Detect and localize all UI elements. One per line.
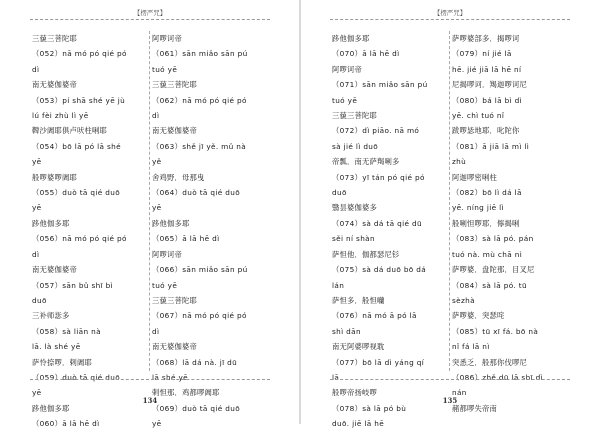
- pinyin-line: tuó nà. mù chā nì: [452, 249, 523, 259]
- pinyin-line: （063）shě jī yě. mǔ nà: [152, 141, 247, 151]
- pinyin-line: yě: [152, 157, 162, 167]
- pinyin-line: （052）nā mó pó qié pó: [32, 49, 127, 59]
- pinyin-line: （069）duò tā qié duō: [152, 403, 241, 413]
- pinyin-line: （077）bō lā dì yáng qí: [332, 357, 425, 367]
- mantra-line: 翳昙婆伽婆多: [332, 203, 377, 213]
- pinyin-line: （084）sà lā pó. tū: [452, 280, 527, 290]
- right-column-divider: [449, 31, 450, 371]
- mantra-line: 萨怛他．伽都瑟尼钐: [332, 249, 400, 259]
- pinyin-line: duō. jiē lā hē: [332, 419, 385, 429]
- pinyin-line: （064）duò tā qié duō: [152, 188, 241, 198]
- pinyin-line: （080）bá lā bì dì: [452, 95, 522, 105]
- mantra-line: 萨怜捺啰．剌阇耶: [32, 357, 92, 367]
- pinyin-line: （054）bō lā pó lā shé: [32, 141, 121, 151]
- mantra-line: 跢他伽多耶: [152, 218, 190, 228]
- pinyin-line: （058）sà liān nà: [32, 326, 101, 336]
- pinyin-line: lā. là shé yē: [32, 342, 81, 352]
- mantra-line: 阿啰诃帝: [152, 34, 182, 43]
- pinyin-line: （062）nā mó pó qié pó: [152, 95, 247, 105]
- mantra-line: 赭都啰失帝南: [452, 403, 497, 413]
- mantra-line: 萨怛多．般怛囒: [332, 295, 385, 305]
- pinyin-line: sěi ní shàn: [332, 234, 375, 244]
- pinyin-line: nán: [452, 388, 467, 398]
- pinyin-line: zhù: [452, 157, 467, 167]
- pinyin-line: （076）nā mó ā pó lā: [332, 311, 417, 321]
- pinyin-line: （078）sà lā pó bù: [332, 403, 407, 413]
- pinyin-line: dì: [32, 64, 40, 74]
- pinyin-line: （072）dì piāo. nā mó: [332, 126, 420, 136]
- mantra-line: 三藐三菩陀耶: [152, 295, 197, 305]
- mantra-line: 三藐三菩陀耶: [152, 80, 197, 90]
- pinyin-line: （059）duò tā qié duō: [32, 372, 121, 382]
- pinyin-line: （082）bō lì dá lā: [452, 188, 522, 198]
- mantra-line: 突悉乏．般那你伐啰尼: [452, 357, 527, 367]
- mantra-line: 跢他伽多耶: [32, 403, 70, 413]
- left-column-1: [32, 31, 145, 432]
- mantra-line: 般唎怛啰耶．儜揭唎: [452, 218, 520, 228]
- mantra-line: 南无婆伽婆帝: [152, 126, 197, 136]
- left-header-rule: [30, 19, 270, 20]
- pinyin-line: hē. jié jiā lā hē ní: [452, 64, 522, 74]
- mantra-line: 三藐三菩陀耶: [332, 111, 377, 121]
- pinyin-line: nǐ fá lā nì: [452, 342, 490, 352]
- pinyin-line: （070）ā lā hē dì: [332, 49, 400, 59]
- mantra-line: 帝瓢．南无萨羯唎多: [332, 157, 400, 167]
- pinyin-line: （055）duò tā qié duō: [32, 188, 121, 198]
- pinyin-line: duō: [32, 295, 47, 305]
- pinyin-line: dì: [32, 249, 40, 259]
- mantra-line: 南无婆伽婆帝: [32, 80, 77, 90]
- pinyin-line: tuó yē: [152, 280, 178, 290]
- pinyin-line: （071）sān miǎo sān pú: [332, 80, 428, 90]
- pinyin-line: （083）sà lā pó. pán: [452, 234, 534, 244]
- mantra-line: 南无婆伽婆帝: [32, 265, 77, 275]
- pinyin-line: dì: [152, 111, 160, 121]
- pinyin-line: yē. níng jiē lì: [452, 203, 504, 213]
- right-header-rule: [330, 19, 570, 20]
- mantra-line: 阿啰诃帝: [152, 249, 182, 259]
- left-running-header: 【楞严咒】: [120, 8, 180, 17]
- mantra-line: 般啰帝扬岐啰: [332, 388, 377, 398]
- left-page: [0, 0, 300, 429]
- pinyin-line: tuó yē: [152, 64, 178, 74]
- mantra-line: 尼揭啰诃．羯迦啰诃尼: [452, 80, 527, 90]
- left-column-2: [152, 31, 265, 432]
- pinyin-line: （085）tū xī fá. bō nà: [452, 326, 539, 336]
- mantra-line: 萨啰婆．突瑟咤: [452, 311, 505, 321]
- pinyin-line: （074）sà dá tā qié dū: [332, 218, 422, 228]
- mantra-line: 三藐三菩陀耶: [32, 34, 77, 43]
- pinyin-line: （086）zhě dū lā shī dì: [452, 372, 543, 382]
- mantra-line: 萨啰婆．盘陀那．目叉尼: [452, 265, 535, 275]
- pinyin-line: （073）yī tán pó qié pó: [332, 172, 425, 182]
- pinyin-line: lā shé yē: [152, 372, 189, 382]
- pinyin-line: lán: [332, 280, 345, 290]
- pinyin-line: sèzhà: [452, 295, 475, 305]
- mantra-line: 跢他伽多耶: [332, 34, 370, 43]
- pinyin-line: （065）ā lā hē dì: [152, 234, 220, 244]
- pinyin-line: sà jié lì duō: [332, 141, 379, 151]
- mantra-line: 萨啰婆部多．揭啰诃: [452, 34, 520, 43]
- pinyin-line: dì: [152, 326, 160, 336]
- right-column-1: [332, 31, 445, 432]
- mantra-line: 三补师毖多: [32, 311, 70, 321]
- pinyin-line: tuó yē: [332, 95, 358, 105]
- pinyin-line: duō: [332, 188, 347, 198]
- pinyin-line: （060）ā lā hē dì: [32, 419, 100, 429]
- mantra-line: 鞞沙阇耶俱卢吠柱唎耶: [32, 126, 107, 136]
- mantra-line: 般啰婆啰阇耶: [32, 172, 77, 182]
- mantra-line: 舍鸡野．母那曳: [152, 172, 205, 182]
- mantra-line: 阿迦啰密唎柱: [452, 172, 497, 182]
- mantra-line: 跋啰毖地耶．叱陀你: [452, 126, 520, 136]
- right-page: [300, 0, 600, 429]
- right-footer-rule: [330, 379, 570, 380]
- left-footer-rule: [30, 379, 270, 380]
- pinyin-line: （066）sān miǎo sān pú: [152, 265, 248, 275]
- pinyin-line: yē. chì tuó nǐ: [452, 111, 505, 121]
- mantra-line: 南无阿婆啰视耽: [332, 342, 385, 352]
- pinyin-line: yē: [32, 388, 42, 398]
- left-column-divider: [149, 31, 150, 371]
- pinyin-line: （057）sān bǔ shī bì: [32, 280, 114, 290]
- pinyin-line: （056）nā mó pó qié pó: [32, 234, 127, 244]
- right-running-header: 【楞严咒】: [420, 8, 480, 17]
- pinyin-line: lā: [332, 372, 340, 382]
- right-page-number: 135: [442, 396, 458, 405]
- pinyin-line: （067）nā mó pó qié pó: [152, 311, 247, 321]
- pinyin-line: yē: [152, 419, 162, 429]
- mantra-line: 跢他伽多耶: [32, 218, 70, 228]
- pinyin-line: （053）pí shā shé yē jù: [32, 95, 126, 105]
- pinyin-line: yē: [32, 157, 42, 167]
- right-column-2: [452, 31, 565, 416]
- pinyin-line: （081）ā jiā lā mì lì: [452, 141, 530, 151]
- pinyin-line: （068）lā dá nà. jī dū: [152, 357, 238, 367]
- left-page-number: 134: [142, 396, 158, 405]
- mantra-line: 阿啰诃帝: [332, 64, 362, 74]
- pinyin-line: yē: [152, 203, 162, 213]
- mantra-line: 剌怛那．鸡都啰阇耶: [152, 388, 220, 398]
- mantra-line: 南无婆伽婆帝: [152, 342, 197, 352]
- pinyin-line: （079）ní jié lā: [452, 49, 512, 59]
- pinyin-line: yē: [32, 203, 42, 213]
- pinyin-line: lú fèi zhù lì yē: [32, 111, 89, 121]
- pinyin-line: shì dān: [332, 326, 361, 336]
- pinyin-line: （075）sà dá duō bō dá: [332, 265, 427, 275]
- pinyin-line: （061）sān miǎo sān pú: [152, 49, 248, 59]
